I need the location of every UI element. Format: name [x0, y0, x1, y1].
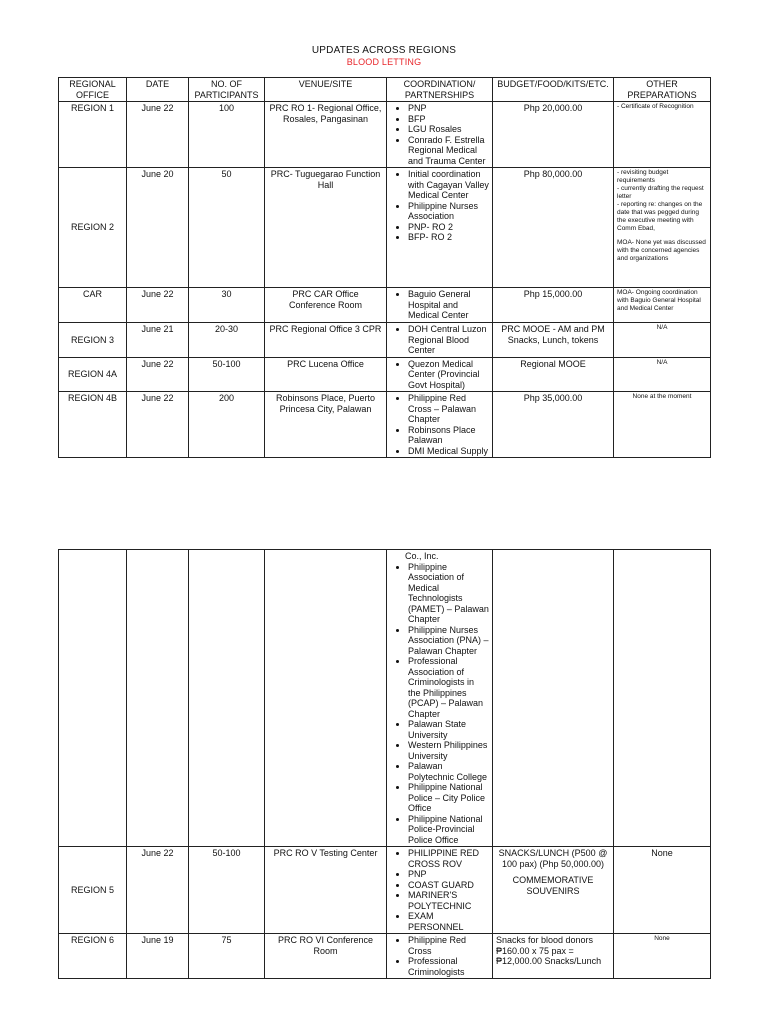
list-item: • BFP [408, 114, 489, 125]
list-item: • Quezon Medical Center (Provincial Govt Hospital) [408, 359, 489, 391]
header-coordination: COORDINATION/ PARTNERSHIPS [387, 78, 493, 102]
venue-cell: PRC Lucena Office [265, 357, 387, 392]
list-item: • Robinsons Place Palawan [408, 425, 489, 446]
list-item: • Philippine Red Cross – Palawan Chapter [408, 393, 489, 425]
other-preparations-cell [614, 102, 711, 168]
note-line: - Certificate of Recognition [617, 103, 694, 110]
coordination-cell [387, 288, 493, 323]
list-item: • Western Philippines University [408, 740, 489, 761]
header-venue: VENUE/SITE [265, 78, 387, 102]
list-item: • PHILIPPINE RED CROSS ROV [408, 848, 489, 869]
venue-cell: PRC Regional Office 3 CPR [265, 323, 387, 358]
other-preparations-cell: N/A [614, 323, 711, 358]
list-item: • MARINER'S POLYTECHNIC [408, 890, 489, 911]
list-item: • DMI Medical Supply [408, 446, 489, 457]
region-cell: REGION 2 [59, 168, 127, 288]
list-item: • Palawan State University [408, 719, 489, 740]
participants-cell: 50-100 [189, 357, 265, 392]
budget-line: ₱160.00 x 75 pax = [496, 945, 574, 956]
document-subtitle: BLOOD LETTING [346, 57, 422, 67]
venue-cell [265, 550, 387, 847]
list-item: • DOH Central Luzon Regional Blood Center [408, 324, 489, 356]
list-item: • Philippine Nurses Association (PNA) – Palawan Chapter [408, 625, 489, 657]
coordination-cell [387, 550, 493, 847]
table-row [59, 934, 711, 979]
venue-cell: PRC- Tuguegarao Function Hall [265, 168, 387, 288]
budget-cell [493, 550, 614, 847]
participants-cell: 200 [189, 392, 265, 458]
region-cell: REGION 6 [59, 934, 127, 979]
other-preparations-cell: None [614, 934, 711, 979]
coordination-cell [387, 934, 493, 979]
participants-cell: 100 [189, 102, 265, 168]
participants-cell: 20-30 [189, 323, 265, 358]
budget-cell: PRC MOOE - AM and PM Snacks, Lunch, tokens [493, 323, 614, 358]
note-line: MOA- None yet was discussed with the concerned agencies and organizations [617, 239, 706, 262]
table-row [59, 550, 711, 847]
header-budget: BUDGET/FOOD/KITS/ETC. [493, 78, 614, 102]
other-preparations-cell: None at the moment [614, 392, 711, 458]
budget-line: Snacks for blood donors [496, 935, 594, 945]
budget-line: COMMEMORATIVE SOUVENIRS [512, 875, 594, 896]
other-preparations-cell: None [614, 847, 711, 934]
list-item: • EXAM PERSONNEL [408, 911, 489, 932]
list-item: • Philippine National Police – City Police Office [408, 782, 489, 814]
region-cell: REGION 4B [59, 392, 127, 458]
budget-line: ₱12,000.00 Snacks/Lunch [496, 956, 602, 966]
list-item: • Professional Association of Criminologists in the Philippines (PCAP) – Palawan Chapter [408, 656, 489, 719]
coordination-cell [387, 392, 493, 458]
venue-cell: PRC RO V Testing Center [265, 847, 387, 934]
participants-cell: 50 [189, 168, 265, 288]
list-item: • Conrado F. Estrella Regional Medical and Trauma Center [408, 135, 489, 167]
other-preparations-cell: MOA- Ongoing coordination with Baguio General Hospital and Medical Center [614, 288, 711, 323]
region-cell: REGION 3 [59, 323, 127, 358]
date-cell: June 20 [127, 168, 189, 288]
budget-cell [493, 847, 614, 934]
list-item: • Professional Criminologists [408, 956, 489, 977]
list-item: • Philippine Association of Medical Technologists (PAMET) – Palawan Chapter [408, 562, 489, 625]
budget-cell: Regional MOOE [493, 357, 614, 392]
table-row [59, 288, 711, 323]
budget-cell [493, 934, 614, 979]
venue-cell: Robinsons Place, Puerto Princesa City, Palawan [265, 392, 387, 458]
coordination-cell [387, 847, 493, 934]
list-item: • PNP- RO 2 [408, 222, 489, 233]
note-line: - reporting re: changes on the date that was pegged during the executive meeting with Comm Ebad, [617, 201, 703, 232]
coordination-cell [387, 102, 493, 168]
region-cell [59, 550, 127, 847]
participants-cell: 50-100 [189, 847, 265, 934]
budget-cell: Php 35,000.00 [493, 392, 614, 458]
list-item: • PNP [408, 103, 489, 114]
date-cell: June 19 [127, 934, 189, 979]
continued-text: Co., Inc. [405, 551, 439, 561]
venue-cell: PRC RO VI Conference Room [265, 934, 387, 979]
budget-cell: Php 15,000.00 [493, 288, 614, 323]
venue-cell: PRC RO 1- Regional Office, Rosales, Pangasinan [265, 102, 387, 168]
note-line: - currently drafting the request letter [617, 185, 704, 200]
list-item: • PNP [408, 869, 489, 880]
table-row [59, 392, 711, 458]
list-item: • Philippine Red Cross [408, 935, 489, 956]
region-cell: CAR [59, 288, 127, 323]
date-cell: June 22 [127, 847, 189, 934]
regions-table-page1 [58, 77, 711, 458]
date-cell [127, 550, 189, 847]
date-cell: June 22 [127, 102, 189, 168]
table-row [59, 357, 711, 392]
region-cell: REGION 1 [59, 102, 127, 168]
other-preparations-cell: N/A [614, 357, 711, 392]
header-participants: NO. OF PARTICIPANTS [189, 78, 265, 102]
date-cell: June 22 [127, 288, 189, 323]
venue-cell: PRC CAR Office Conference Room [265, 288, 387, 323]
header-other-preparations: OTHER PREPARATIONS [614, 78, 711, 102]
date-cell: June 22 [127, 392, 189, 458]
date-cell: June 22 [127, 357, 189, 392]
coordination-cell [387, 323, 493, 358]
list-item: • Philippine National Police-Provincial Police Office [408, 814, 489, 846]
header-regional-office: REGIONAL OFFICE [59, 78, 127, 102]
table-row [59, 847, 711, 934]
coordination-cell [387, 168, 493, 288]
header-date: DATE [127, 78, 189, 102]
list-item: • Initial coordination with Cagayan Valley Medical Center [408, 169, 489, 201]
table-row [59, 323, 711, 358]
budget-line: SNACKS/LUNCH (P500 @ 100 pax) (Php 50,000.00) [498, 848, 608, 869]
list-item: • Baguio General Hospital and Medical Center [408, 289, 489, 321]
participants-cell [189, 550, 265, 847]
note-line: - revisiting budget requirements [617, 169, 669, 184]
table-row [59, 102, 711, 168]
budget-cell: Php 20,000.00 [493, 102, 614, 168]
table-row [59, 168, 711, 288]
participants-cell: 75 [189, 934, 265, 979]
table-header-row [59, 78, 711, 102]
budget-cell: Php 80,000.00 [493, 168, 614, 288]
other-preparations-cell [614, 550, 711, 847]
list-item: • Palawan Polytechnic College [408, 761, 489, 782]
other-preparations-cell [614, 168, 711, 288]
list-item: • BFP- RO 2 [408, 232, 489, 243]
participants-cell: 30 [189, 288, 265, 323]
list-item: • LGU Rosales [408, 124, 489, 135]
list-item: • Philippine Nurses Association [408, 201, 489, 222]
list-item: • COAST GUARD [408, 880, 489, 891]
date-cell: June 21 [127, 323, 189, 358]
coordination-cell [387, 357, 493, 392]
regions-table-page2 [58, 549, 711, 979]
region-cell: REGION 5 [59, 847, 127, 934]
region-cell: REGION 4A [59, 357, 127, 392]
document-title: UPDATES ACROSS REGIONS [311, 45, 457, 56]
